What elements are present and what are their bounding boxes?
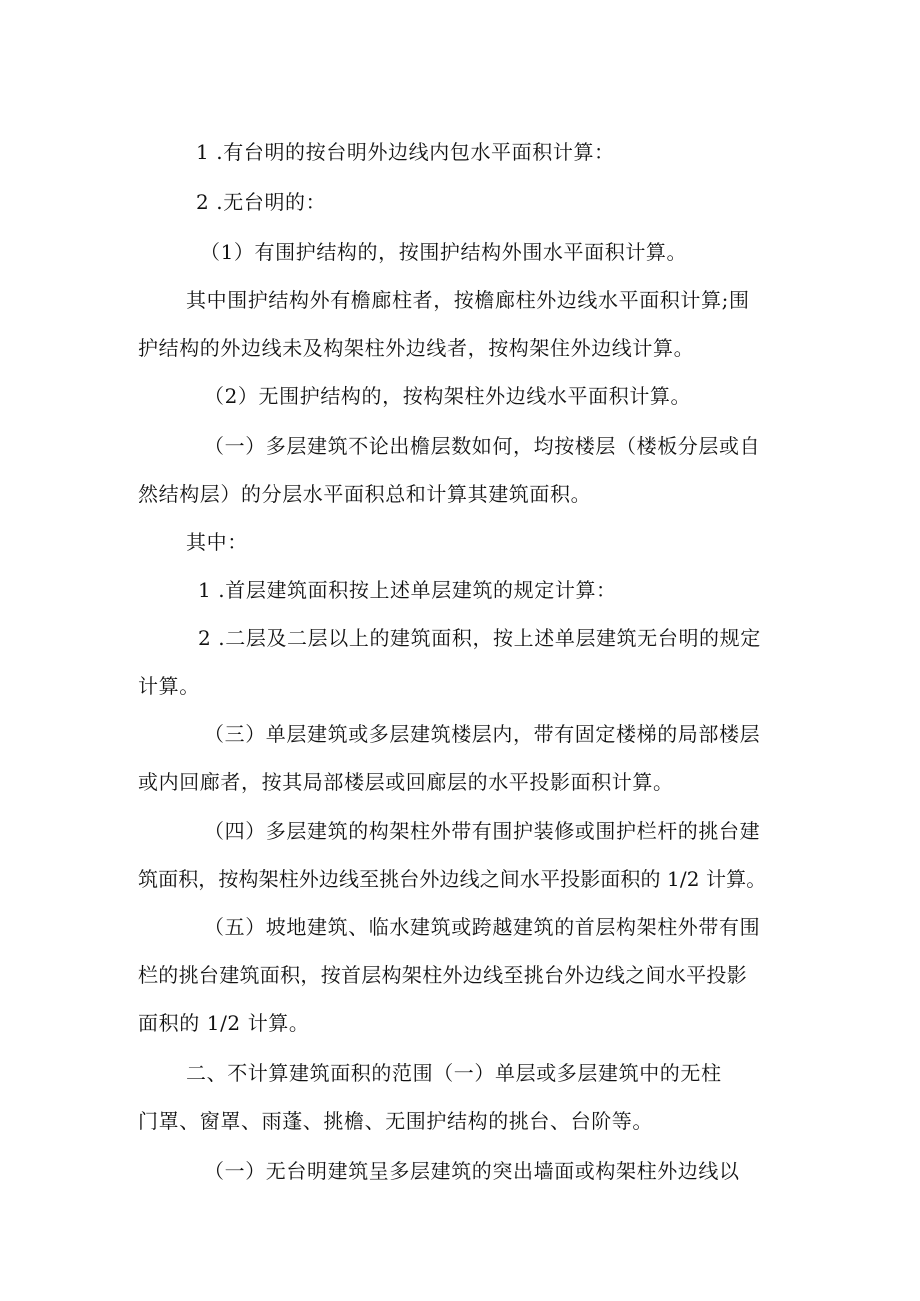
text-line-6: （2）无围护结构的，按构架柱外边线水平面积计算。 <box>204 384 692 408</box>
text-line-15: （四）多层建筑的构架柱外带有围护装修或围护栏杆的挑台建 <box>204 819 761 843</box>
text-line-20: 二、不计算建筑面积的范围（一）单层或多层建筑中的无柱 <box>186 1061 722 1085</box>
text-line-1: 1 .有台明的按台明外边线内包水平面积计算： <box>196 140 615 164</box>
text-line-22: （一）无台明建筑呈多层建筑的突出墙面或构架柱外边线以 <box>204 1159 740 1183</box>
text-line-14: 或内回廊者，按其局部楼层或回廊层的水平投影面积计算。 <box>138 770 674 794</box>
text-line-5: 护结构的外边线未及构架柱外边线者，按构架住外边线计算。 <box>138 336 695 360</box>
text-line-10: 1 .首层建筑面积按上述单层建筑的规定计算： <box>198 578 617 602</box>
text-line-4: 其中围护结构外有檐廊柱者，按檐廊柱外边线水平面积计算;围 <box>186 288 750 312</box>
text-line-13: （三）单层建筑或多层建筑楼层内，带有固定楼梯的局部楼层 <box>204 722 761 746</box>
text-line-17: （五）坡地建筑、临水建筑或跨越建筑的首层构架柱外带有围 <box>204 915 761 939</box>
text-line-11: 2 .二层及二层以上的建筑面积，按上述单层建筑无台明的规定 <box>198 626 761 650</box>
text-line-2: 2 .无台明的： <box>196 190 327 214</box>
text-line-18: 栏的挑台建筑面积，按首层构架柱外边线至挑台外边线之间水平投影 <box>138 963 747 987</box>
text-line-12: 计算。 <box>138 674 200 698</box>
text-line-16: 筑面积，按构架柱外边线至挑台外边线之间水平投影面积的 1/2 计算。 <box>138 867 767 891</box>
text-line-7: （一）多层建筑不论出檐层数如何，均按楼层（楼板分层或自 <box>204 434 761 458</box>
text-line-8: 然结构层）的分层水平面积总和计算其建筑面积。 <box>138 482 592 506</box>
text-line-19: 面积的 1/2 计算。 <box>138 1011 310 1035</box>
text-line-9: 其中： <box>186 530 248 554</box>
text-line-21: 门罩、窗罩、雨蓬、挑檐、无围护结构的挑台、台阶等。 <box>138 1109 653 1133</box>
text-line-3: （1）有围护结构的，按围护结构外围水平面积计算。 <box>200 240 688 264</box>
